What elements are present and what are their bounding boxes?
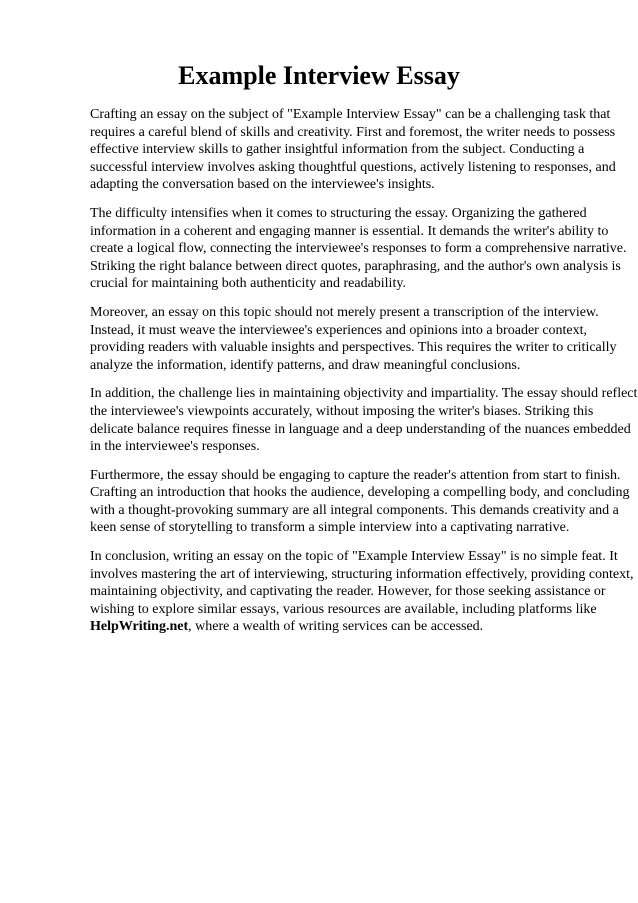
paragraph-line: providing readers with valuable insights and perspectives. This requires the writer to critically: [90, 340, 617, 356]
paragraph-line: in the interviewee's responses.: [90, 439, 260, 455]
paragraph-line: In addition, the challenge lies in maintaining objectivity and impartiality. The essay should reflect: [90, 386, 638, 402]
paragraph-line: Crafting an essay on the subject of "Example Interview Essay" can be a challenging task that: [90, 107, 611, 122]
paragraph-line: create a logical flow, connecting the interviewee's responses to form a comprehensive narrative.: [90, 241, 627, 257]
paragraph-line: Furthermore, the essay should be engaging to capture the reader's attention from start to finish.: [90, 467, 621, 483]
paragraph-line: crucial for maintaining both authenticity and readability.: [90, 276, 406, 292]
paragraph-line: Striking the right balance between direct quotes, paraphrasing, and the author's own analysis is: [90, 258, 621, 274]
page-title: Example Interview Essay: [178, 61, 460, 90]
paragraph-line: The difficulty intensifies when it comes to structuring the essay. Organizing the gathered: [90, 205, 587, 221]
paragraph-line: adapting the conversation based on the interviewee's insights.: [90, 177, 435, 193]
paragraph-conclusion: [90, 548, 634, 636]
paragraph-line: involves mastering the art of interviewing, structuring information effectively, providing context,: [90, 566, 634, 582]
essay-body: [90, 106, 638, 647]
paragraph-line: maintaining objectivity, and captivating the reader. However, for those seeking assistance or: [90, 584, 606, 600]
paragraph-1: [90, 106, 616, 194]
paragraph-line: delicate balance requires finesse in language and a deep understanding of the nuances embedded: [90, 421, 631, 437]
paragraph-line: the interviewee's viewpoints accurately, without imposing the writer's biases. Striking this: [90, 403, 594, 419]
paragraph-line: with a thought-provoking summary are all integral components. This demands creativity and a: [90, 502, 619, 518]
helpwriting-link[interactable]: HelpWriting.net: [90, 619, 189, 635]
paragraph-4: [90, 385, 638, 455]
paragraph-line: information in a coherent and engaging manner is essential. It demands the writer's ability to: [90, 223, 609, 239]
paragraph-line: In conclusion, writing an essay on the topic of "Example Interview Essay" is no simple feat. It: [90, 549, 618, 565]
paragraph-line: Moreover, an essay on this topic should not merely present a transcription of the interview.: [90, 304, 599, 320]
paragraph-line-final: [90, 618, 602, 636]
paragraph-5: [90, 467, 630, 537]
paragraph-line: effective interview skills to gather insightful information from the subject. Conducting a: [90, 142, 585, 158]
paragraph-2: [90, 205, 627, 293]
paragraph-line: Instead, it must weave the interviewee's experiences and opinions into a broader context,: [90, 322, 588, 338]
conclusion-tail-text: , where a wealth of writing services can be accessed.: [188, 619, 484, 635]
paragraph-line: keen sense of storytelling to transform a simple interview into a captivating narrative.: [90, 520, 570, 536]
paragraph-line: requires a careful blend of skills and creativity. First and foremost, the writer needs to possess: [90, 124, 616, 140]
paragraph-line: Crafting an introduction that hooks the audience, developing a compelling body, and concluding: [90, 485, 630, 501]
paragraph-line: analyze the information, identify patterns, and draw meaningful conclusions.: [90, 357, 521, 373]
paragraph-line: wishing to explore similar essays, various resources are available, including platforms like: [90, 601, 597, 617]
paragraph-line: successful interview involves asking thoughtful questions, actively listening to responses, and: [90, 159, 616, 175]
paragraph-3: [90, 304, 617, 374]
